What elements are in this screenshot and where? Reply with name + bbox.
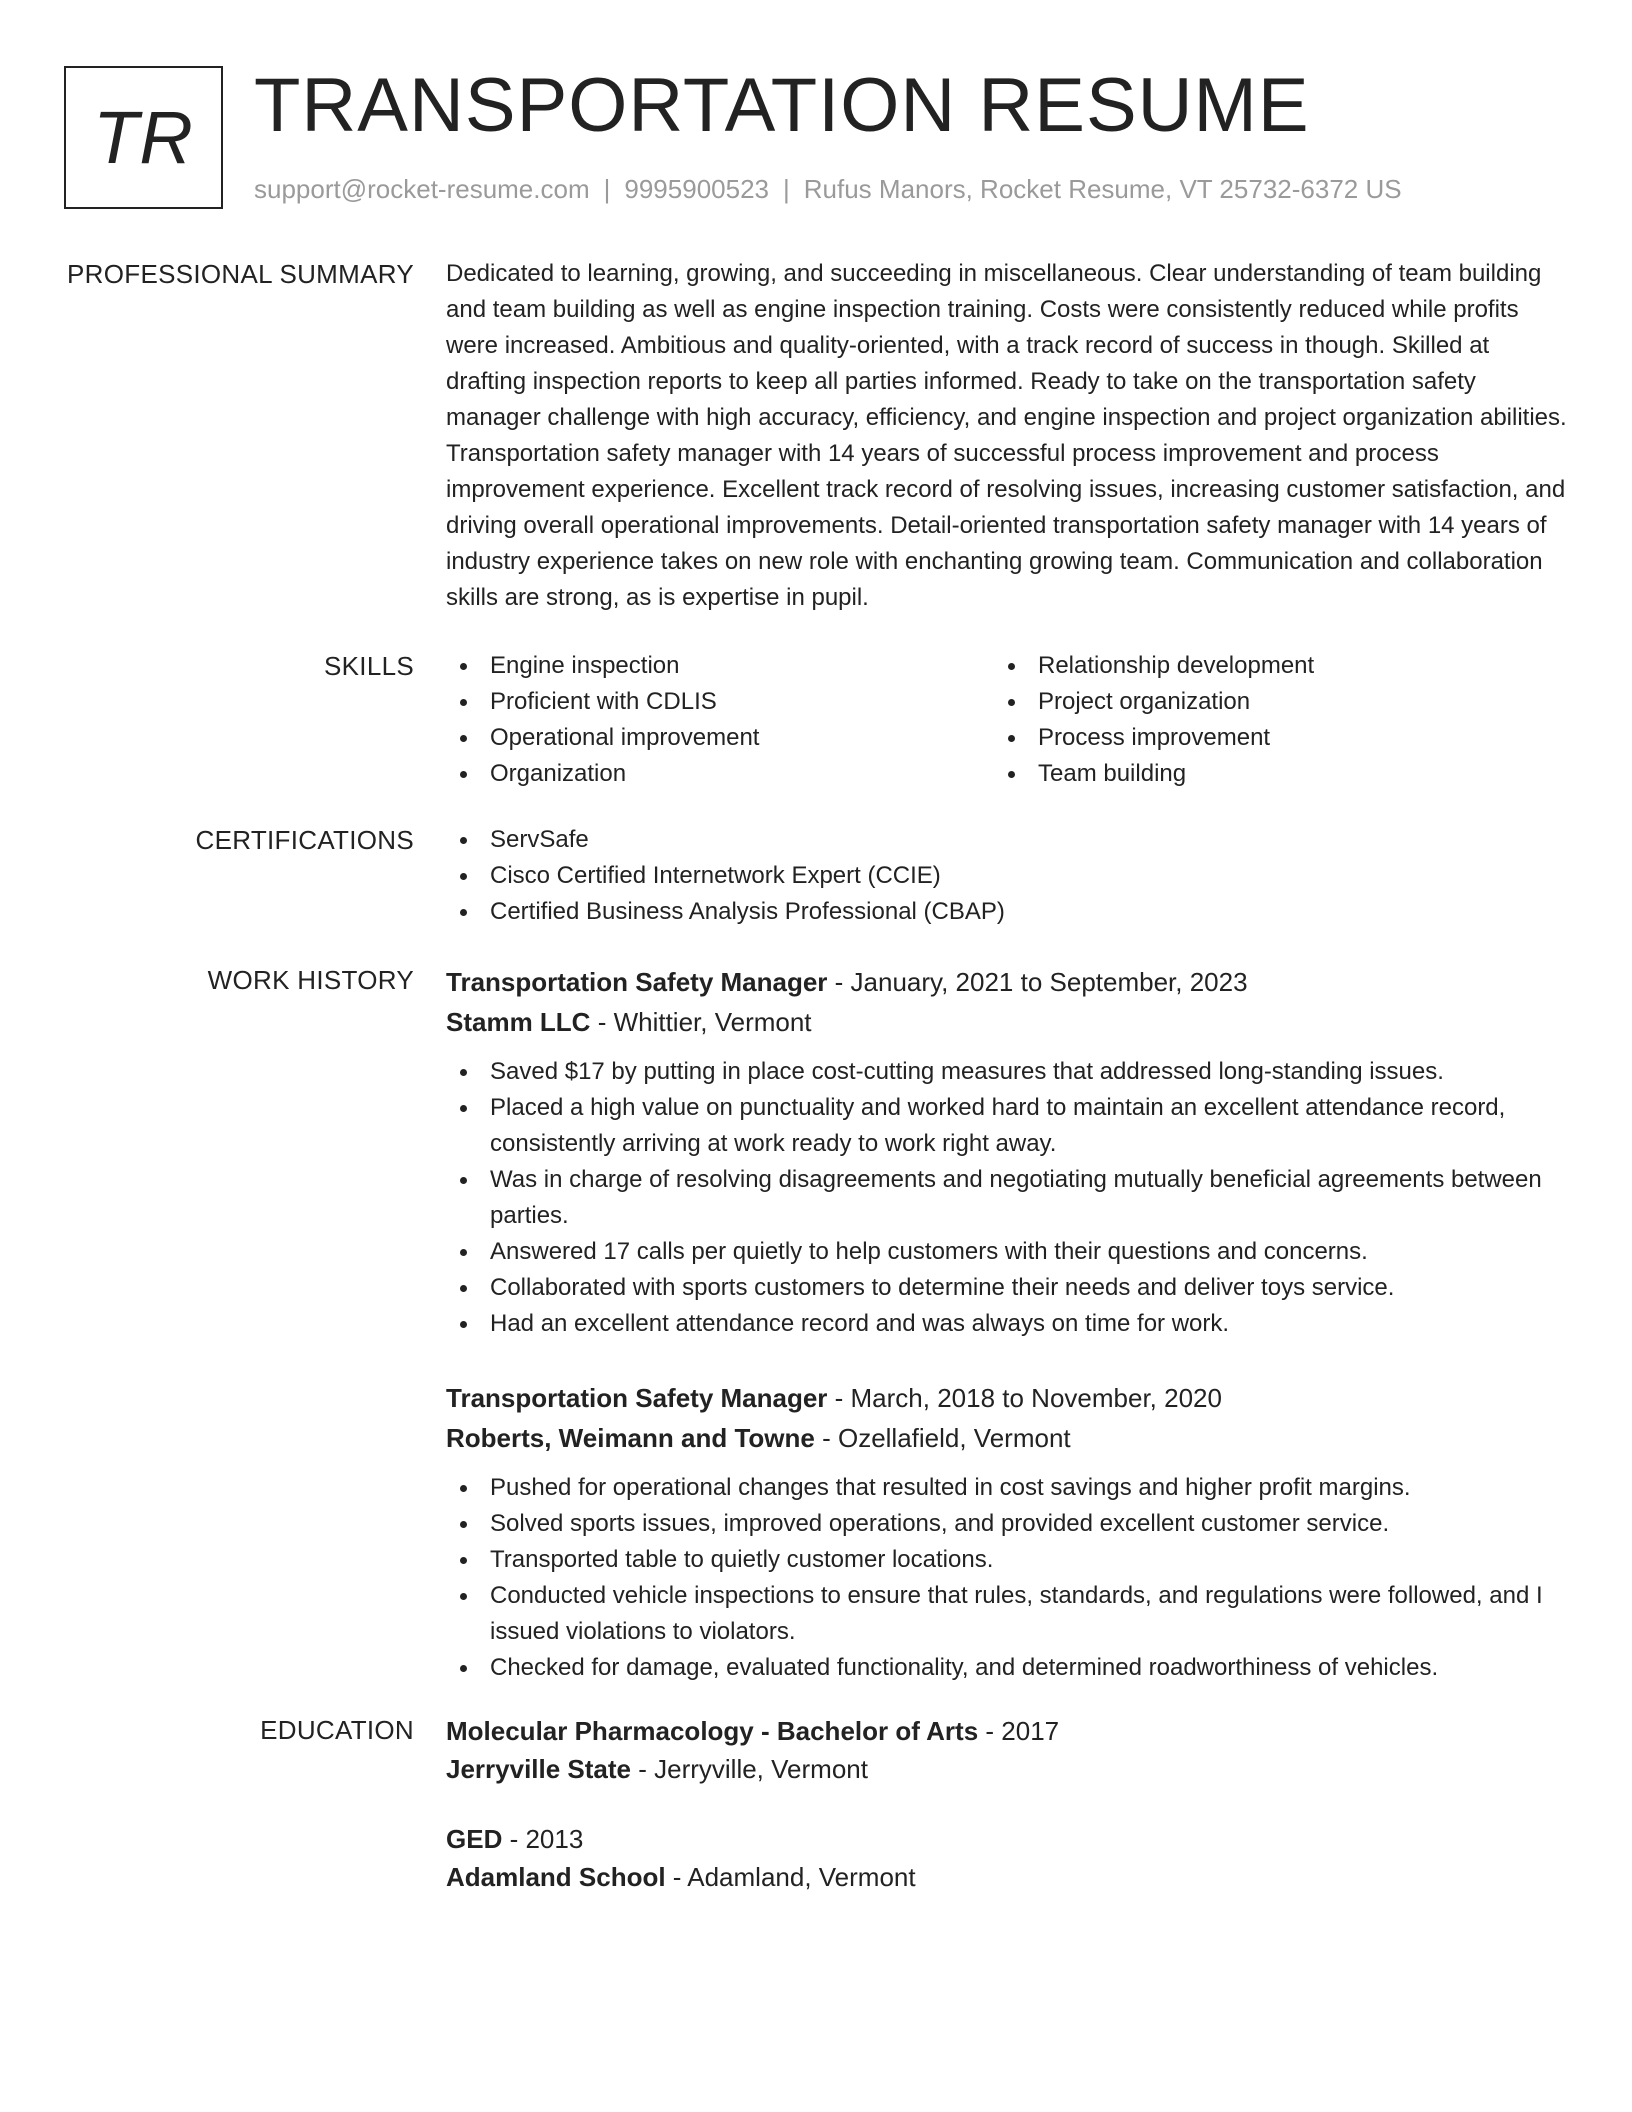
education-school-line: [446, 1858, 1568, 1896]
education-year: - 2017: [978, 1716, 1060, 1746]
education-school-line: [446, 1750, 1568, 1788]
education-entry: [446, 1820, 1568, 1896]
job-bullets: [446, 1470, 1568, 1686]
skills-column-left: [446, 648, 994, 792]
job-dates: - January, 2021 to September, 2023: [827, 967, 1248, 997]
skill-item: Operational improvement: [446, 720, 994, 756]
job-bullet: Saved $17 by putting in place cost-cutting measures that addressed long-standing issues.: [446, 1054, 1568, 1090]
job-entry: [446, 1378, 1568, 1686]
education-degree: GED: [446, 1824, 503, 1854]
education-degree-line: [446, 1820, 1568, 1858]
contact-phone[interactable]: 9995900523: [624, 174, 769, 204]
section-label-skills: SKILLS: [324, 651, 414, 681]
job-bullet: Transported table to quietly customer locations.: [446, 1542, 1568, 1578]
job-title: Transportation Safety Manager: [446, 1383, 828, 1413]
education-degree-line: [446, 1712, 1568, 1750]
contact-email[interactable]: support@rocket-resume.com: [254, 174, 590, 204]
job-dates: - March, 2018 to November, 2020: [827, 1383, 1222, 1413]
job-company-line: [446, 1002, 1568, 1042]
skill-item: Project organization: [994, 684, 1542, 720]
education-school: Adamland School: [446, 1862, 666, 1892]
certification-item: ServSafe: [446, 822, 1568, 858]
skill-item: Process improvement: [994, 720, 1542, 756]
skills-list: [446, 648, 1568, 792]
education-school: Jerryville State: [446, 1754, 632, 1784]
education-year: - 2013: [502, 1824, 584, 1854]
job-bullet: Was in charge of resolving disagreements and negotiating mutually beneficial agreements between parties.: [446, 1162, 1568, 1234]
contact-line: [254, 174, 1402, 205]
job-bullet: Checked for damage, evaluated functionality, and determined roadworthiness of vehicles.: [446, 1650, 1568, 1686]
job-bullets: [446, 1054, 1568, 1342]
education-location: - Adamland, Vermont: [665, 1862, 916, 1892]
skill-item: Relationship development: [994, 648, 1542, 684]
job-bullet: Solved sports issues, improved operations, and provided excellent customer service.: [446, 1506, 1568, 1542]
contact-separator: |: [783, 174, 790, 204]
job-bullet: Placed a high value on punctuality and worked hard to maintain an excellent attendance record, consistently arriving at work ready to work right away.: [446, 1090, 1568, 1162]
certification-item: Cisco Certified Internetwork Expert (CCIE): [446, 858, 1568, 894]
job-bullet: Answered 17 calls per quietly to help customers with their questions and concerns.: [446, 1234, 1568, 1270]
skill-item: Proficient with CDLIS: [446, 684, 994, 720]
monogram-badge: TR: [64, 66, 223, 209]
job-bullet: Had an excellent attendance record and was always on time for work.: [446, 1306, 1568, 1342]
job-entry: [446, 962, 1568, 1342]
skill-item: Organization: [446, 756, 994, 792]
job-company-line: [446, 1418, 1568, 1458]
summary-text: Dedicated to learning, growing, and succeeding in miscellaneous. Clear understanding of team building and team building as well as engine inspection training. Costs were consistently reduced while profits were increased. Ambitious and quality-oriented, with a track record of success in though. Skilled at drafting inspection reports to keep all parties informed. Ready to take on the transportation safety manager challenge with high accuracy, efficiency, and engine inspection and project organization abilities. Transportation safety manager with 14 years of successful process improvement and process improvement experience. Excellent track record of resolving issues, increasing customer satisfaction, and driving overall operational improvements. Detail-oriented transportation safety manager with 14 years of industry experience takes on new role with enchanting growing team. Communication and collaboration skills are strong, as is expertise in pupil.: [446, 260, 1567, 611]
job-company: Roberts, Weimann and Towne: [446, 1423, 815, 1453]
job-title-line: [446, 962, 1568, 1002]
section-label-certifications: CERTIFICATIONS: [195, 825, 414, 855]
job-title-line: [446, 1378, 1568, 1418]
education-degree: Molecular Pharmacology - Bachelor of Arts: [446, 1716, 979, 1746]
job-company: Stamm LLC: [446, 1007, 591, 1037]
job-location: - Whittier, Vermont: [590, 1007, 812, 1037]
skill-item: Team building: [994, 756, 1542, 792]
job-bullet: Pushed for operational changes that resulted in cost savings and higher profit margins.: [446, 1470, 1568, 1506]
certification-item: Certified Business Analysis Professional (CBAP): [446, 894, 1568, 930]
section-label-education: EDUCATION: [260, 1715, 414, 1745]
contact-address: Rufus Manors, Rocket Resume, VT 25732-6372 US: [803, 174, 1402, 204]
contact-separator: |: [603, 174, 611, 204]
resume-header: [64, 63, 1564, 216]
skill-item: Engine inspection: [446, 648, 994, 684]
education-entry: [446, 1712, 1568, 1788]
job-title: Transportation Safety Manager: [446, 967, 828, 997]
certifications-list: [446, 822, 1568, 930]
section-label-summary: PROFESSIONAL SUMMARY: [67, 259, 414, 289]
section-label-work-history: WORK HISTORY: [207, 965, 414, 995]
job-bullet: Conducted vehicle inspections to ensure that rules, standards, and regulations were followed, and I issued violations to violators.: [446, 1578, 1568, 1650]
job-bullet: Collaborated with sports customers to determine their needs and deliver toys service.: [446, 1270, 1568, 1306]
job-location: - Ozellafield, Vermont: [814, 1423, 1071, 1453]
skills-column-right: [994, 648, 1542, 792]
resume-title: TRANSPORTATION RESUME: [254, 63, 1310, 148]
education-location: - Jerryville, Vermont: [631, 1754, 868, 1784]
